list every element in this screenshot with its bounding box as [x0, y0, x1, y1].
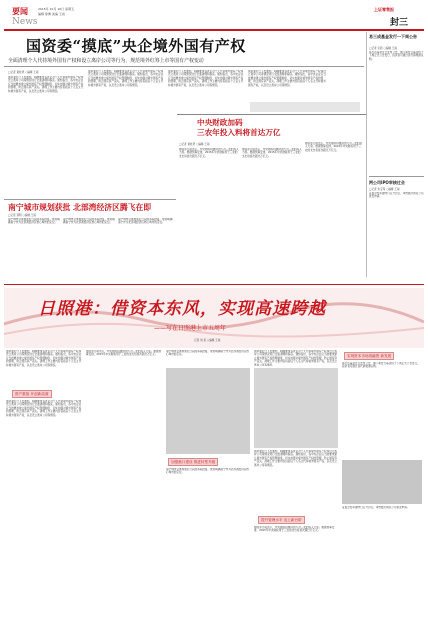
- lead-column-2: 国资委近日下发通知，明确要求各央企对个人代持境外国有产权和设立离岸公司等情况进行全面清理和摸底。通知指出，各中央企业应当按要求建立境外国有产权管理制度，切实加强对境外国有产权的管理，防止国有资产流失。清理工作主要内容包括以个人名义代持境外国有产权，以及设立离岸公司等情况。: [88, 70, 164, 87]
- right-divider: [369, 176, 424, 177]
- second-byline: □记者 蔡明 ○编辑 王雨: [8, 214, 36, 217]
- lower-col-4a: 国资委近日下发通知，明确要求各央企对个人代持境外国有产权和设立离岸公司等情况进行全面清理和摸底。通知指出，各中央企业应当按要求建立境外国有产权管理制度，切实加强对境外国有产权的管理，防止国有资产流失。清理工作主要内容包括以个人名义代持境外国有产权，以及设立离岸公司等情况。: [254, 350, 337, 366]
- center-headline-1: 中央财政加码: [197, 118, 243, 127]
- lead-column-4: 国资委近日下发通知，明确要求各央企对个人代持境外国有产权和设立离岸公司等情况进行全面清理和摸底。通知指出，各中央企业应当按要求建立境外国有产权管理制度，切实加强对境外国有产权的管理，防止国有资产流失。清理工作主要内容包括以个人名义代持境外国有产权，以及设立离岸公司等情况。: [248, 70, 326, 87]
- box-title: 易三成基金发行一下周公告: [369, 34, 417, 39]
- center-column-1: 财政部日前表示，中央财政将继续加大对三农的投入力度。根据预算安排，2015年中央财政用于三农的支出将首次超过万亿元。: [179, 148, 239, 158]
- box-byline: □记者 宋毅 ○编辑 王雨: [369, 47, 397, 50]
- harbor-photo: [166, 368, 250, 454]
- lower-col-4c: 财政部日前表示，中央财政将继续加大对三农的投入力度。根据预算安排，2015年中央财政用于三农的支出将首次超过万亿元。: [254, 526, 335, 533]
- subsection-left: 资产重组 开创新局面: [12, 390, 52, 398]
- lead-subheadline: 全面清理个人代持境外国有产权和设立离岸公司等行为，规范境外红筹上市等国有产权变动: [8, 58, 204, 64]
- lead-column-1: 国资委近日下发通知，明确要求各央企对个人代持境外国有产权和设立离岸公司等情况进行全面清理和摸底。通知指出，各中央企业应当按要求建立境外国有产权管理制度，切实加强对境外国有产权的管理，防止国有资产流失。清理工作主要内容包括以个人名义代持境外国有产权，以及设立离岸公司等情况。: [8, 76, 84, 93]
- lower-col-3a: 南宁城市总体规划近日获国务院批复。规划明确南宁作为北部湾经济区核心城市的定位。: [166, 350, 249, 357]
- right-column: [369, 34, 424, 278]
- lead-byline: □记者 黄桂贤 ○编辑 王雨: [8, 71, 39, 74]
- second-column-1: 南宁城市总体规划近日获国务院批复。规划明确南宁作为北部湾经济区核心城市的定位。: [8, 218, 60, 225]
- date-line: 2015年 10月 16日 星期五: [38, 7, 75, 11]
- section-en: News: [12, 17, 38, 27]
- lower-col-2: 财政部日前表示，中央财政将继续加大对三农的投入力度。根据预算安排，2015年中央财政用于三农的支出将首次超过万亿元。: [86, 350, 162, 357]
- banner-byline: 记者 刘 某 ○编辑 王雨: [194, 339, 221, 342]
- lower-col-4b: 国资委近日下发通知，明确要求各央企对个人代持境外国有产权和设立离岸公司等情况进行全面清理和摸底。通知指出，各中央企业应当按要求建立境外国有产权管理制度，切实加强对境外国有产权的管理，防止国有资产流失。清理工作主要内容包括以个人名义代持境外国有产权，以及设立离岸公司等情况。: [254, 450, 337, 467]
- center-headline-2: 三农年投入料将首达万亿: [197, 128, 281, 137]
- center-column-3: 财政部日前表示，中央财政将继续加大对三农的投入力度。根据预算安排，2015年中央财政用于三农的支出将首次超过万亿元。: [305, 142, 363, 152]
- page-label: 封三: [390, 18, 409, 28]
- stamp: 上证零售报: [374, 7, 394, 12]
- banner-subtitle: ——写在日照港上市五周年: [154, 325, 227, 332]
- lead-column-3: 国资委近日下发通知，明确要求各央企对个人代持境外国有产权和设立离岸公司等情况进行全面清理和摸底。通知指出，各中央企业应当按要求建立境外国有产权管理制度，切实加强对境外国有产权的管理，防止国有资产流失。清理工作主要内容包括以个人名义代持境外国有产权，以及设立离岸公司等情况。: [168, 70, 244, 87]
- port-photo: [254, 368, 338, 448]
- second-headline: 南宁城市规划获批 北部湾经济区腾飞在即: [8, 203, 152, 212]
- banner-title: 日照港：借资本东风，实现高速跨越: [38, 299, 326, 319]
- lead-rule: [4, 66, 364, 67]
- second-column-2: 南宁城市总体规划近日获国务院批复。规划明确南宁作为北部湾经济区核心城市的定位。: [63, 218, 115, 225]
- masthead: [4, 4, 424, 30]
- lower-col-1b: 国资委近日下发通知，明确要求各央企对个人代持境外国有产权和设立离岸公司等情况进行全面清理和摸底。通知指出，各中央企业应当按要求建立境外国有产权管理制度，切实加强对境外国有产权的管理，防止国有资产流失。清理工作主要内容包括以个人名义代持境外国有产权，以及设立离岸公司等情况。: [6, 400, 82, 417]
- lead-photo: [250, 102, 360, 112]
- banner: [4, 288, 424, 348]
- center-column-2: 财政部日前表示，中央财政将继续加大对三农的投入力度。根据预算安排，2015年中央财政用于三农的支出将首次超过万亿元。: [242, 148, 302, 158]
- right-column-divider: [366, 32, 367, 277]
- masthead-rule: [4, 29, 424, 31]
- editor-line: 编辑 徐佩 美编 王雨: [38, 12, 65, 16]
- lower-section: [4, 350, 424, 622]
- lower-col-1a: 国资委近日下发通知，明确要求各央企对个人代持境外国有产权和设立离岸公司等情况进行全面清理和摸底。通知指出，各中央企业应当按要求建立境外国有产权管理制度，切实加强对境外国有产权的管理，防止国有资产流失。清理工作主要内容包括以个人名义代持境外国有产权，以及设立离岸公司等情况。: [6, 350, 82, 367]
- dock-photo: [342, 460, 422, 504]
- item2-title: 两公司IPO审核过会: [369, 180, 405, 185]
- banner-top-rule: [4, 284, 424, 285]
- item2-text: 证监会发审委昨日召开会议，审核通过两家公司首发申请。: [369, 192, 424, 199]
- center-byline: □记者 黄桂贤 ○编辑 王雨: [179, 143, 210, 146]
- item2-byline: □记者 朱宝琛 ○编辑 王雨: [369, 188, 400, 191]
- center-box: [177, 114, 366, 285]
- subsection-bottom: 提升管理水平 迈上新台阶: [258, 516, 305, 524]
- lead-headline: 国资委“摸底”央企境外国有产权: [26, 37, 246, 55]
- lower-col-3b: 南宁城市总体规划近日获国务院批复。规划明确南宁作为北部湾经济区核心城市的定位。: [166, 468, 249, 475]
- second-column-3: 南宁城市总体规划近日获国务院批复。规划明确南宁作为北部湾经济区核心城市的定位。: [118, 218, 173, 225]
- subsection-right: 实现资本市场再融资 新发展: [344, 352, 394, 360]
- lower-col-5a: 易方达基金近日发布公告，旗下新发行基金将于下周正式公告发行，投资者可通过各代销渠道认购。: [342, 362, 420, 369]
- lower-col-5b: 证监会发审委昨日召开会议，审核通过两家公司首发申请。: [342, 506, 410, 509]
- box-text: 易方达基金近日发布公告，旗下新发行基金将于下周正式公告发行，投资者可通过各代销渠道认购。: [369, 51, 424, 61]
- subsection-middle: 加强港口建设 推进转型升级: [168, 458, 218, 466]
- second-rule: [4, 199, 176, 200]
- paper-name: 要闻: [12, 7, 28, 16]
